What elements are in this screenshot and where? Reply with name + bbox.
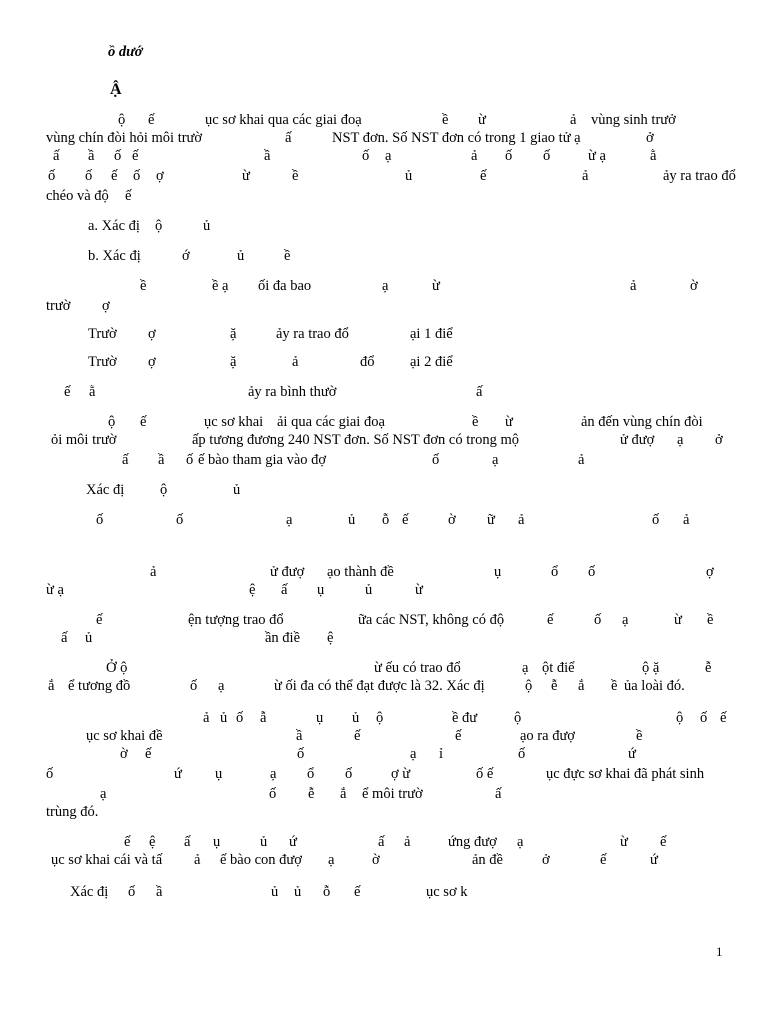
text-fragment: ế	[111, 168, 118, 184]
text-fragment: trùng đó.	[46, 804, 99, 820]
text-fragment: ạo ra đượ	[520, 728, 575, 744]
text-fragment: ố	[297, 746, 305, 762]
text-fragment: ố	[700, 710, 708, 726]
text-fragment: ố	[588, 564, 596, 580]
text-fragment: ộ	[155, 218, 163, 234]
text-fragment: ỗ	[323, 884, 331, 900]
text-fragment: ế	[145, 746, 152, 762]
text-fragment: ế	[125, 188, 132, 204]
text-fragment: ủ	[237, 248, 245, 264]
text-fragment: ừ ạ	[46, 582, 64, 598]
text-fragment: ứng đượ	[448, 834, 497, 850]
text-fragment: ần điề	[265, 630, 301, 646]
text-fragment: ột điể	[542, 660, 575, 676]
text-fragment: ố	[518, 746, 526, 762]
text-fragment: ủ	[260, 834, 268, 850]
text-fragment: vùng sinh trưở	[591, 112, 676, 128]
text-fragment: ế	[547, 612, 554, 628]
text-fragment: ố	[133, 168, 141, 184]
text-fragment: ục sơ k	[426, 884, 468, 900]
text-fragment: ế	[480, 168, 487, 184]
text-fragment: ế	[720, 710, 727, 726]
text-fragment: ủ	[294, 884, 302, 900]
text-fragment: ễ	[705, 660, 712, 676]
text-fragment: ừ	[242, 168, 250, 184]
text-fragment: ả	[582, 168, 589, 184]
text-fragment: ảy ra trao đổ	[276, 326, 349, 342]
text-fragment: ả	[570, 112, 577, 128]
text-fragment: ải qua các giai đoạ	[277, 414, 385, 430]
text-fragment: ản đến vùng chín đòi	[581, 414, 703, 430]
text-fragment: ạ	[382, 278, 389, 294]
text-fragment: ầ	[296, 728, 303, 744]
text-fragment: ắ	[578, 678, 585, 694]
text-fragment: ủ	[352, 710, 360, 726]
text-fragment: ấp tương đương 240 NST đơn. Số NST đơn có trong mộ	[192, 432, 520, 448]
text-fragment: ứ	[650, 852, 658, 868]
text-fragment: ạ	[100, 786, 107, 802]
text-fragment: ế	[600, 852, 607, 868]
text-fragment: ộ	[160, 482, 168, 498]
text-fragment: ủ	[220, 710, 228, 726]
text-fragment: ấ	[378, 834, 385, 850]
text-fragment: ụ	[316, 710, 324, 726]
text-fragment: ố	[128, 884, 136, 900]
text-fragment: ục đực sơ khai đã phát sinh	[546, 766, 705, 782]
text-fragment: ố	[594, 612, 602, 628]
text-fragment: ố	[543, 148, 551, 164]
text-fragment: trườ	[46, 298, 71, 314]
text-fragment: ừ	[415, 582, 423, 598]
text-fragment: ề	[636, 728, 643, 744]
text-fragment: ở	[646, 130, 654, 146]
text-fragment: NST đơn. Số NST đơn có trong 1 giao tử ạ	[332, 130, 581, 146]
text-fragment: ục sơ khai qua các giai đoạ	[205, 112, 362, 128]
text-fragment: ả	[194, 852, 201, 868]
text-fragment: ợ	[148, 354, 156, 370]
text-fragment: ệ	[149, 834, 156, 850]
text-fragment: ả	[471, 148, 478, 164]
text-fragment: ố	[345, 766, 353, 782]
text-fragment: ợ ừ	[391, 766, 411, 782]
text-fragment: ủ	[233, 482, 241, 498]
text-fragment: ạ	[328, 852, 335, 868]
text-fragment: ế	[140, 414, 147, 430]
text-fragment: ằ	[89, 384, 96, 400]
text-fragment: ế	[64, 384, 71, 400]
text-fragment: ộ	[514, 710, 522, 726]
text-fragment: ề	[292, 168, 299, 184]
text-fragment: ế	[660, 834, 667, 850]
text-fragment: ại 2 điể	[410, 354, 453, 370]
page-number: 1	[716, 944, 723, 959]
text-fragment: ề đư	[452, 710, 478, 726]
text-fragment: ắ	[48, 678, 55, 694]
text-fragment: ộ	[525, 678, 533, 694]
text-fragment: ụ	[215, 766, 223, 782]
text-fragment: ắ	[340, 786, 347, 802]
text-fragment: ề ạ	[212, 278, 229, 294]
text-fragment: ờ	[448, 512, 456, 528]
text-fragment: ủ	[271, 884, 279, 900]
text-fragment: ộ	[676, 710, 684, 726]
text-fragment: ừ ếu có trao đổ	[374, 660, 461, 676]
text-fragment: b. Xác đị	[88, 248, 141, 264]
text-fragment: ụ	[213, 834, 221, 850]
text-fragment: ợ	[102, 298, 110, 314]
text-fragment: ấ	[184, 834, 191, 850]
text-fragment: ản đề	[472, 852, 503, 868]
text-fragment: ế bào con đượ	[220, 852, 302, 868]
text-fragment: ố	[114, 148, 122, 164]
text-fragment: ề	[442, 112, 449, 128]
text-fragment: ổ	[307, 766, 315, 782]
text-fragment: ầ	[88, 148, 95, 164]
text-fragment: ố	[505, 148, 513, 164]
text-fragment: ộ	[118, 112, 126, 128]
text-fragment: ảy ra bình thườ	[248, 384, 337, 400]
text-fragment: ạ	[517, 834, 524, 850]
text-fragment: ỗ	[382, 512, 390, 528]
text-fragment: ữa các NST, không có độ	[358, 612, 505, 628]
text-fragment: ạ	[522, 660, 529, 676]
text-fragment: a. Xác đị	[88, 218, 140, 234]
text-fragment: ộ	[108, 414, 116, 430]
text-fragment: ầ	[158, 452, 165, 468]
text-fragment: ề	[284, 248, 291, 264]
text-fragment: ằ	[650, 148, 657, 164]
text-fragment: ỏi môi trườ	[51, 432, 117, 448]
text-fragment: ố	[176, 512, 184, 528]
text-fragment: ế	[148, 112, 155, 128]
text-fragment: ả	[404, 834, 411, 850]
text-fragment: ấ	[61, 630, 68, 646]
text-fragment: ợ	[156, 168, 164, 184]
text-fragment: Xác đị	[70, 884, 109, 900]
text-fragment: ủ	[203, 218, 211, 234]
text-fragment: ễ	[308, 786, 315, 802]
text-fragment: ừ	[432, 278, 440, 294]
text-fragment: ố	[652, 512, 660, 528]
text-fragment: ế	[402, 512, 409, 528]
text-fragment: ủ	[85, 630, 93, 646]
text-fragment: ạ	[270, 766, 277, 782]
text-fragment: ữ	[487, 512, 495, 528]
text-fragment: ộ ặ	[642, 660, 660, 676]
text-fragment: ấ	[476, 384, 483, 400]
text-fragment: ề	[707, 612, 714, 628]
text-fragment: ể tương đồ	[68, 678, 131, 694]
text-fragment: ờ	[120, 746, 128, 762]
text-fragment: ề	[472, 414, 479, 430]
text-fragment: ặ	[230, 326, 237, 342]
text-fragment: ả	[292, 354, 299, 370]
text-fragment: ố	[269, 786, 277, 802]
text-fragment: ối đa bao	[258, 278, 312, 294]
text-fragment: ện tượng trao đổ	[188, 612, 284, 628]
text-fragment: đổ	[360, 354, 375, 370]
text-fragment: Ở ộ	[106, 660, 128, 676]
text-fragment: ố	[236, 710, 244, 726]
text-fragment: ố	[46, 766, 54, 782]
text-fragment: ạ	[286, 512, 293, 528]
text-fragment: ừ	[478, 112, 486, 128]
text-fragment: ả	[150, 564, 157, 580]
text-fragment: Xác đị	[86, 482, 125, 498]
text-fragment: ố	[85, 168, 93, 184]
text-fragment: ảy ra trao đổ	[663, 168, 736, 184]
text-fragment: ụ	[494, 564, 502, 580]
text-fragment: ủ	[348, 512, 356, 528]
text-fragment: ờ	[690, 278, 698, 294]
text-fragment: chéo và độ	[46, 188, 109, 204]
text-fragment: ề	[611, 678, 618, 694]
text-fragment: ể môi trườ	[362, 786, 423, 802]
text-fragment: ục sơ khai đề	[86, 728, 163, 744]
text-fragment: ục sơ khai	[204, 414, 264, 430]
text-fragment: vùng chín đòi hỏi môi trườ	[46, 130, 203, 146]
text-fragment: ệ	[249, 582, 256, 598]
text-fragment: ầ	[156, 884, 163, 900]
text-fragment: ủa loài đó.	[624, 678, 685, 694]
text-fragment: ạ	[492, 452, 499, 468]
text-fragment: ạ	[677, 432, 684, 448]
text-fragment: ế	[455, 728, 462, 744]
text-fragment: ế bào tham gia vào đợ	[198, 452, 327, 468]
text-fragment: Trườ	[88, 326, 117, 342]
text-fragment: ạ	[385, 148, 392, 164]
text-fragment: ạ	[622, 612, 629, 628]
text-fragment: ỉ	[439, 746, 444, 762]
text-fragment: ố	[96, 512, 104, 528]
text-fragment: ố	[362, 148, 370, 164]
text-fragment: ố ế	[476, 766, 494, 782]
text-fragment: ừ	[505, 414, 513, 430]
text-fragment: ợ	[706, 564, 714, 580]
text-fragment: ấ	[281, 582, 288, 598]
text-fragment: ố	[190, 678, 198, 694]
text-fragment: ở	[542, 852, 550, 868]
text-fragment: ớ	[182, 248, 190, 264]
text-fragment: ồ dướ	[108, 44, 143, 60]
text-fragment: ạo thành đề	[327, 564, 394, 580]
text-fragment: ế	[96, 612, 103, 628]
text-fragment: ở	[715, 432, 723, 448]
text-fragment: ấ	[285, 130, 292, 146]
text-fragment: ế	[124, 834, 131, 850]
text-fragment: ố	[186, 452, 194, 468]
text-fragment: ạ	[218, 678, 225, 694]
text-fragment: ế	[354, 884, 361, 900]
text-fragment: ễ	[551, 678, 558, 694]
text-fragment: ố	[48, 168, 56, 184]
text-fragment: ử đượ	[620, 432, 655, 448]
text-fragment: ủ	[365, 582, 373, 598]
text-fragment: ộ	[376, 710, 384, 726]
text-fragment: ử đượ	[270, 564, 305, 580]
text-fragment: ứ	[628, 746, 636, 762]
text-fragment: ả	[203, 710, 210, 726]
text-fragment: ấ	[495, 786, 502, 802]
text-fragment: ố	[432, 452, 440, 468]
text-fragment: ại 1 điể	[410, 326, 453, 342]
text-fragment: ả	[630, 278, 637, 294]
text-fragment: ứ	[289, 834, 297, 850]
text-fragment: ẫ	[260, 710, 267, 726]
text-fragment: ế	[132, 148, 139, 164]
text-fragment: ục sơ khai cái và tấ	[51, 852, 163, 868]
text-fragment: ạ	[410, 746, 417, 762]
text-fragment: ừ ối đa có thể đạt được là 32. Xác đị	[274, 678, 485, 694]
text-fragment: ợ	[148, 326, 156, 342]
text-fragment: ề	[140, 278, 147, 294]
text-fragment: ổ	[551, 564, 559, 580]
text-fragment: ừ	[620, 834, 628, 850]
text-fragment: ầ	[264, 148, 271, 164]
text-fragment: ả	[518, 512, 525, 528]
text-fragment: ừ ạ	[588, 148, 606, 164]
text-fragment: ừ	[674, 612, 682, 628]
text-fragment: ệ	[327, 630, 334, 646]
text-fragment: ủ	[405, 168, 413, 184]
text-fragment: ả	[578, 452, 585, 468]
text-fragment: ế	[354, 728, 361, 744]
text-fragment: ứ	[174, 766, 182, 782]
text-fragment: ặ	[230, 354, 237, 370]
text-fragment: ờ	[372, 852, 380, 868]
text-fragment: ụ	[317, 582, 325, 598]
text-fragment: Ậ	[110, 81, 122, 98]
text-fragment: Trườ	[88, 354, 117, 370]
text-fragment: ấ	[122, 452, 129, 468]
text-fragment: ả	[683, 512, 690, 528]
text-fragment: ấ	[53, 148, 60, 164]
